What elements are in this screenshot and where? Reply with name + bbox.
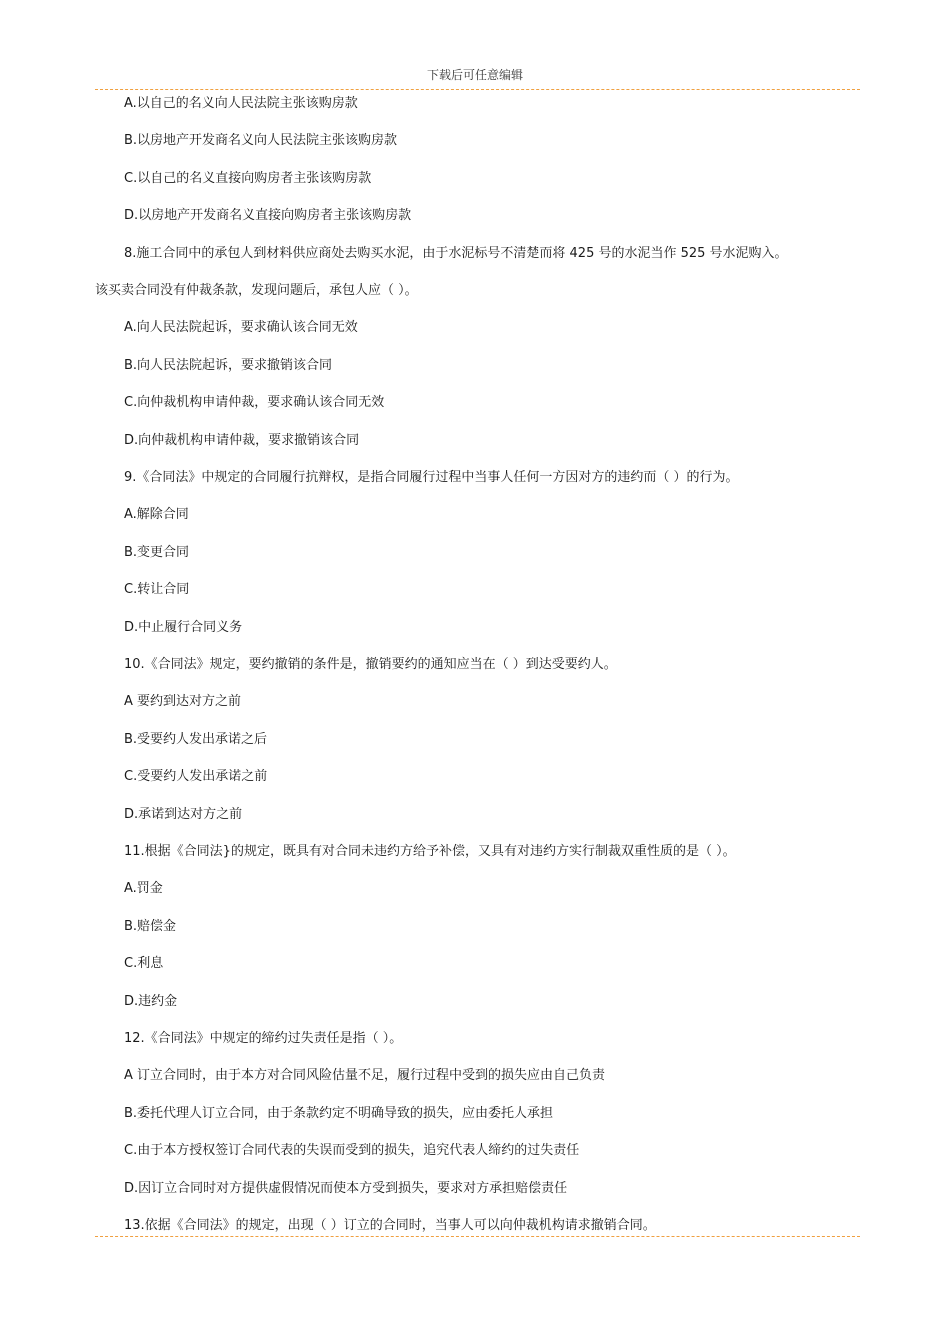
- text-line: D.中止履行合同义务: [124, 620, 243, 635]
- text-line: C.利息: [124, 956, 164, 971]
- text-line: C.向仲裁机构申请仲裁，要求确认该合同无效: [124, 395, 385, 410]
- text-line: 8.施工合同中的承包人到材料供应商处去购买水泥，由于水泥标号不清楚而将 425 号的水泥当作 525 号水泥购入。: [124, 246, 788, 261]
- page-header: 下载后可任意编辑: [426, 68, 523, 82]
- text-line: 11.根据《合同法}的规定，既具有对合同未违约方给予补偿，又具有对违约方实行制裁双重性质的是（ ）。: [124, 844, 736, 859]
- text-line: B.以房地产开发商名义向人民法院主张该购房款: [124, 133, 398, 148]
- text-line: B.赔偿金: [124, 919, 177, 934]
- text-line: D.向仲裁机构申请仲裁，要求撤销该合同: [124, 433, 360, 448]
- text-line: C.受要约人发出承诺之前: [124, 769, 268, 784]
- text-line: A.解除合同: [124, 507, 189, 522]
- text-line: B.委托代理人订立合同，由于条款约定不明确导致的损失，应由委托人承担: [124, 1106, 554, 1121]
- text-line: 该买卖合同没有仲裁条款，发现问题后，承包人应（ ）。: [95, 283, 418, 298]
- text-line: C.以自己的名义直接向购房者主张该购房款: [124, 171, 372, 186]
- text-line: C.由于本方授权签订合同代表的失误而受到的损失，追究代表人缔约的过失责任: [124, 1143, 580, 1158]
- text-line: B.受要约人发出承诺之后: [124, 732, 268, 747]
- text-line: C.转让合同: [124, 582, 190, 597]
- text-line: 13.依据《合同法》的规定，出现（ ）订立的合同时，当事人可以向仲裁机构请求撤销合同。: [124, 1218, 656, 1233]
- text-line: A 要约到达对方之前: [124, 694, 242, 709]
- text-line: D.以房地产开发商名义直接向购房者主张该购房款: [124, 208, 412, 223]
- text-line: A.向人民法院起诉，要求确认该合同无效: [124, 320, 358, 335]
- text-line: D.承诺到达对方之前: [124, 807, 243, 822]
- text-line: D.违约金: [124, 994, 178, 1009]
- text-line: 10.《合同法》规定，要约撤销的条件是，撤销要约的通知应当在（ ）到达受要约人。: [124, 657, 617, 672]
- text-line: A.以自己的名义向人民法院主张该购房款: [124, 96, 358, 111]
- footer-divider: [95, 1236, 860, 1237]
- text-line: A.罚金: [124, 881, 163, 896]
- text-line: B.变更合同: [124, 545, 190, 560]
- header-divider: [95, 89, 860, 90]
- text-line: D.因订立合同时对方提供虚假情况而使本方受到损失，要求对方承担赔偿责任: [124, 1181, 568, 1196]
- text-line: B.向人民法院起诉，要求撤销该合同: [124, 358, 333, 373]
- text-line: 9.《合同法》中规定的合同履行抗辩权，是指合同履行过程中当事人任何一方因对方的违约而（ ）的行为。: [124, 470, 739, 485]
- text-line: A 订立合同时，由于本方对合同风险估量不足，履行过程中受到的损失应由自己负责: [124, 1068, 606, 1083]
- text-line: 12.《合同法》中规定的缔约过失责任是指（ ）。: [124, 1031, 403, 1046]
